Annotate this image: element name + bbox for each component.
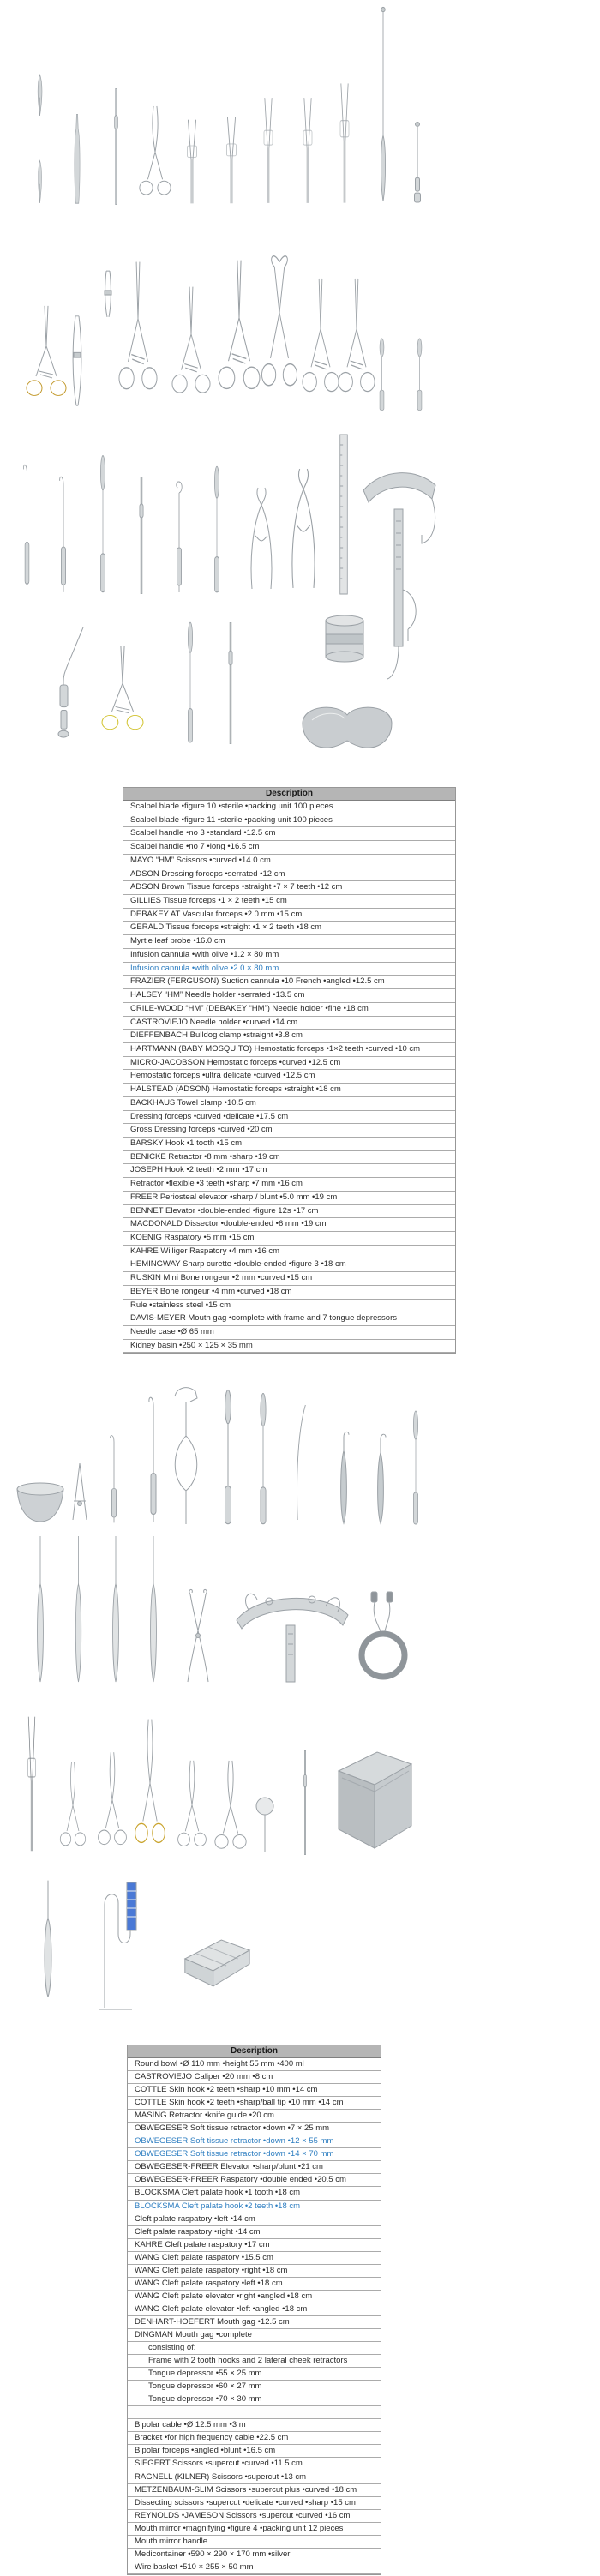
table-row: HALSEY “HM” Needle holder •serrated •13.5 cm [123,989,455,1003]
castroviejo-caliper-illustration [69,1460,91,1523]
table-row: JOSEPH Hook •2 teeth •2 mm •17 cm [123,1164,455,1178]
bipolar-forceps-illustration [24,1714,39,1853]
table-row: Round bowl •Ø 110 mm •height 55 mm •400 ml [128,2058,381,2071]
table-row: BLOCKSMA Cleft palate hook •1 tooth •18 cm [128,2187,381,2200]
table-row: Retractor •flexible •3 teeth •sharp •7 mm •16 cm [123,1178,455,1192]
table-row: ADSON Brown Tissue forceps •straight •7 × 7 teeth •12 cm [123,881,455,895]
table-row: Scalpel blade •figure 10 •sterile •packing unit 100 pieces [123,801,455,814]
blocksma-cleft-palate-hook-1-tooth-illustration [337,1426,351,1526]
wang-cleft-palate-raspatory-illustration [147,1534,159,1684]
table-row: Bipolar cable •Ø 12.5 mm •3 m [128,2419,381,2432]
table-row: OBWEGESER Soft tissue retractor •down •7 × 25 mm [128,2123,381,2135]
table-row-spacer [128,2406,381,2419]
table-row: HARTMANN (BABY MOSQUITO) Hemostatic forceps •1×2 teeth •curved •10 cm [123,1043,455,1057]
description-table-1 [123,787,456,1354]
table-row-link[interactable]: Infusion cannula •with olive •2.0 × 80 mm [123,963,455,976]
beyer-bone-rongeur-illustration [283,463,324,594]
table-row: Hemostatic forceps •ultra delicate •curved •12.5 cm [123,1070,455,1084]
scalpel-handle-no-3-illustration [72,114,82,205]
table-row: OBWEGESER-FREER Raspatory •double ended •20.5 cm [128,2174,381,2187]
table-row: BACKHAUS Towel clamp •10.5 cm [123,1097,455,1111]
table-row: Myrtle leaf probe •16.0 cm [123,935,455,949]
bracket-for-high-frequency-cable-illustration [93,1877,146,2013]
cleft-palate-raspatory-illustration [41,1879,55,1999]
table-row: GILLIES Tissue forceps •1 × 2 teeth •15 cm [123,895,455,909]
adson-dressing-forceps-illustration [183,118,201,205]
table-row: KAHRE Williger Raspatory •4 mm •16 cm [123,1246,455,1259]
table-row: MASING Retractor •knife guide •20 cm [128,2110,381,2123]
reynolds-jameson-scissors-illustration [213,1757,249,1858]
cottle-skin-hook-sharp-illustration [109,1428,119,1524]
table-row: Scalpel blade •figure 11 •sterile •packing unit 100 pieces [123,814,455,828]
gerald-tissue-forceps-illustration [336,81,353,205]
ragnell-scissors-illustration [96,1749,129,1855]
halstead-hemostatic-forceps-illustration [302,274,339,411]
debakey-vascular-forceps-illustration [260,96,277,205]
table-row: WANG Cleft palate elevator •left •angled •18 cm [128,2303,381,2316]
table-row: RUSKIN Mini Bone rongeur •2 mm •curved •15 cm [123,1272,455,1286]
table-row: Dressing forceps •curved •delicate •17.5 cm [123,1111,455,1125]
metzenbaum-slim-scissors-illustration [133,1714,167,1857]
table-row: BENICKE Retractor •8 mm •sharp •19 cm [123,1151,455,1165]
scalpel-blade-figure-10-illustration [34,73,45,117]
table-row: Bracket •for high frequency cable •22.5 cm [128,2432,381,2445]
cleft-palate-raspatory-right-illustration [73,1534,84,1684]
blocksma-cleft-palate-hook-2-teeth-illustration [374,1428,387,1526]
table-row: Kidney basin •250 × 125 × 35 mm [123,1340,455,1354]
table-row-link[interactable]: OBWEGESER Soft tissue retractor •down •12 × 55 mm [128,2135,381,2148]
wire-basket-illustration [180,1933,253,1991]
table-row: CRILE-WOOD “HM” (DEBAKEY “HM”) Needle holder •fine •18 cm [123,1003,455,1017]
table-row: Dissecting scissors •supercut •delicate •curved •sharp •15 cm [128,2497,381,2510]
table-row: BENNET Elevator •double-ended •figure 12s •17 cm [123,1205,455,1219]
dingman-mouth-gag-illustration [230,1576,354,1687]
bennet-elevator-illustration [415,337,424,411]
flexible-retractor-illustration [137,477,146,594]
table-row: DENHART-HOEFERT Mouth gag •12.5 cm [128,2316,381,2329]
obwegeser-freer-raspatory-illustration [411,1408,421,1526]
table-row: WANG Cleft palate raspatory •left •18 cm [128,2278,381,2291]
denhart-hoefert-mouth-gag-illustration [182,1588,214,1687]
mayo-scissors-illustration [137,103,173,205]
table-row: BEYER Bone rongeur •4 mm •curved •18 cm [123,1286,455,1300]
myrtle-leaf-probe-illustration [378,5,388,205]
table-row: DIEFFENBACH Bulldog clamp •straight •3.8 cm [123,1030,455,1043]
table-row: Gross Dressing forceps •curved •20 cm [123,1124,455,1138]
infusion-cannula-illustration [412,120,423,205]
table-row: Mouth mirror handle [128,2536,381,2549]
table-row: KAHRE Cleft palate raspatory •17 cm [128,2239,381,2252]
table-row: CASTROVIEJO Needle holder •curved •14 cm [123,1017,455,1030]
kahre-williger-raspatory-illustration [226,622,235,744]
table-row: Cleft palate raspatory •right •14 cm [128,2226,381,2239]
table-row: FREER Periosteal elevator •sharp / blunt •5.0 mm •19 cm [123,1192,455,1205]
obwegeser-soft-tissue-retractor-7x25-illustration [221,1387,235,1526]
gillies-tissue-forceps-illustration [299,96,316,205]
table-row: HEMINGWAY Sharp curette •double-ended •figure 3 •18 cm [123,1258,455,1272]
table-row: Needle case •Ø 65 mm [123,1326,455,1340]
needle-holder-yellow-rings-illustration [101,643,144,744]
obwegeser-soft-tissue-retractor-12x55-illustration [257,1390,269,1526]
hemostatic-forceps-ultra-delicate-illustration [218,255,261,411]
table-row: Rule •stainless steel •15 cm [123,1300,455,1313]
table-row-link[interactable]: OBWEGESER Soft tissue retractor •down •14 × 70 mm [128,2148,381,2161]
table-row: Tongue depressor •70 × 30 mm [128,2393,381,2406]
cottle-skin-hook-ball-tip-illustration [147,1387,159,1524]
table-row: REYNOLDS •JAMESON Scissors •supercut •curved •16 cm [128,2510,381,2523]
table-row: MAYO “HM” Scissors •curved •14.0 cm [123,855,455,868]
siegert-scissors-illustration [58,1759,87,1855]
table-row: Tongue depressor •55 × 25 mm [128,2368,381,2381]
benicke-retractor-illustration [58,467,69,594]
table-row: FRAZIER (FERGUSON) Suction cannula •10 French •angled •12.5 cm [123,976,455,989]
table-row: BARSKY Hook •1 tooth •15 cm [123,1138,455,1151]
scalpel-handle-no-7-illustration [112,88,120,205]
table-row: Scalpel handle •no 7 •long •16.5 cm [123,841,455,855]
table-row: WANG Cleft palate raspatory •right •18 cm [128,2265,381,2278]
scalpel-blade-figure-11-illustration [35,159,45,205]
masing-retractor-illustration [168,1383,204,1526]
table-row: Cleft palate raspatory •left •14 cm [128,2213,381,2226]
table-row: ADSON Dressing forceps •serrated •12 cm [123,868,455,882]
macdonald-dissector-illustration [174,474,184,594]
rule-illustration [339,433,349,596]
table-row: Bipolar forceps •angled •blunt •16.5 cm [128,2445,381,2458]
table-row: COTTLE Skin hook •2 teeth •sharp •10 mm •14 cm [128,2084,381,2097]
koenig-raspatory-illustration [185,620,195,744]
table-row: consisting of: [128,2342,381,2355]
table-row: Scalpel handle •no 3 •standard •12.5 cm [123,827,455,841]
dissecting-scissors-illustration [176,1757,208,1856]
adson-brown-tissue-forceps-illustration [222,116,241,205]
table-row: Infusion cannula •with olive •1.2 × 80 mm [123,949,455,963]
davis-meyer-mouth-gag-illustration [358,461,441,682]
halsey-needle-holder-illustration [26,303,67,411]
table-row: METZENBAUM-SLIM Scissors •supercut plus •curved •18 cm [128,2484,381,2497]
table-row: GERALD Tissue forceps •straight •1 × 2 teeth •18 cm [123,922,455,935]
kidney-basin-illustration [297,701,398,760]
table-row: Wire basket •510 × 255 × 50 mm [128,2561,381,2574]
round-bowl-illustration [15,1481,65,1524]
table-row: SIEGERT Scissors •supercut •curved •11.5 cm [128,2458,381,2471]
table-row: KOENIG Raspatory •5 mm •15 cm [123,1232,455,1246]
kahre-cleft-palate-raspatory-illustration [110,1534,122,1684]
table-row: RAGNELL (KILNER) Scissors •supercut •13 cm [128,2471,381,2484]
obwegeser-soft-tissue-retractor-14x70-illustration [290,1402,309,1523]
table-row: MICRO-JACOBSON Hemostatic forceps •curved •12.5 cm [123,1057,455,1071]
castroviejo-needle-holder-illustration [69,311,86,411]
backhaus-towel-clamp-illustration [261,247,297,411]
hemostatic-forceps-straight-illustration [338,274,375,411]
table-row: Frame with 2 tooth hooks and 2 lateral cheek retractors [128,2355,381,2368]
joseph-hook-illustration [98,453,108,594]
table-row: DINGMAN Mouth gag •complete [128,2329,381,2342]
table-row: DEBAKEY AT Vascular forceps •2.0 mm •15 cm [123,909,455,922]
table-row: HALSTEAD (ADSON) Hemostatic forceps •straight •18 cm [123,1084,455,1097]
table-row: DAVIS-MEYER Mouth gag •complete with frame and 7 tongue depressors [123,1312,455,1326]
mouth-mirror-illustration [255,1796,274,1854]
hartmann-hemostatic-forceps-illustration [118,257,158,411]
bipolar-cable-illustration [358,1590,408,1686]
cleft-palate-raspatory-left-illustration [34,1534,46,1684]
needle-case-illustration [324,612,365,667]
table-row-link[interactable]: BLOCKSMA Cleft palate hook •2 teeth •18 cm [128,2201,381,2213]
medicontainer-illustration [330,1738,416,1854]
description-table-2 [127,2045,381,2575]
frazier-suction-cannula-illustration [47,624,88,742]
table-header: Description [128,2045,381,2058]
table-row: CASTROVIEJO Caliper •20 mm •8 cm [128,2071,381,2084]
table-row: Medicontainer •590 × 290 × 170 mm •silver [128,2549,381,2561]
table-row: WANG Cleft palate elevator •right •angled •18 cm [128,2291,381,2303]
table-row: Mouth mirror •magnifying •figure 4 •packing unit 12 pieces [128,2523,381,2536]
micro-jacobson-hemostatic-forceps-illustration [171,283,211,411]
ruskin-mini-bone-rongeur-illustration [243,483,280,594]
hemingway-sharp-curette-illustration [212,464,222,594]
table-row: OBWEGESER-FREER Elevator •sharp/blunt •21 cm [128,2161,381,2174]
dieffenbach-bulldog-clamp-illustration [103,267,113,321]
freer-periosteal-elevator-illustration [377,337,387,411]
table-row: Tongue depressor •60 × 27 mm [128,2381,381,2393]
table-row: MACDONALD Dissector •double-ended •6 mm •19 cm [123,1218,455,1232]
table-row: COTTLE Skin hook •2 teeth •sharp/ball tip •10 mm •14 cm [128,2097,381,2110]
table-row: WANG Cleft palate raspatory •15.5 cm [128,2252,381,2265]
mouth-mirror-handle-illustration [302,1750,309,1855]
barsky-hook-illustration [22,454,32,594]
table-header: Description [123,788,455,801]
